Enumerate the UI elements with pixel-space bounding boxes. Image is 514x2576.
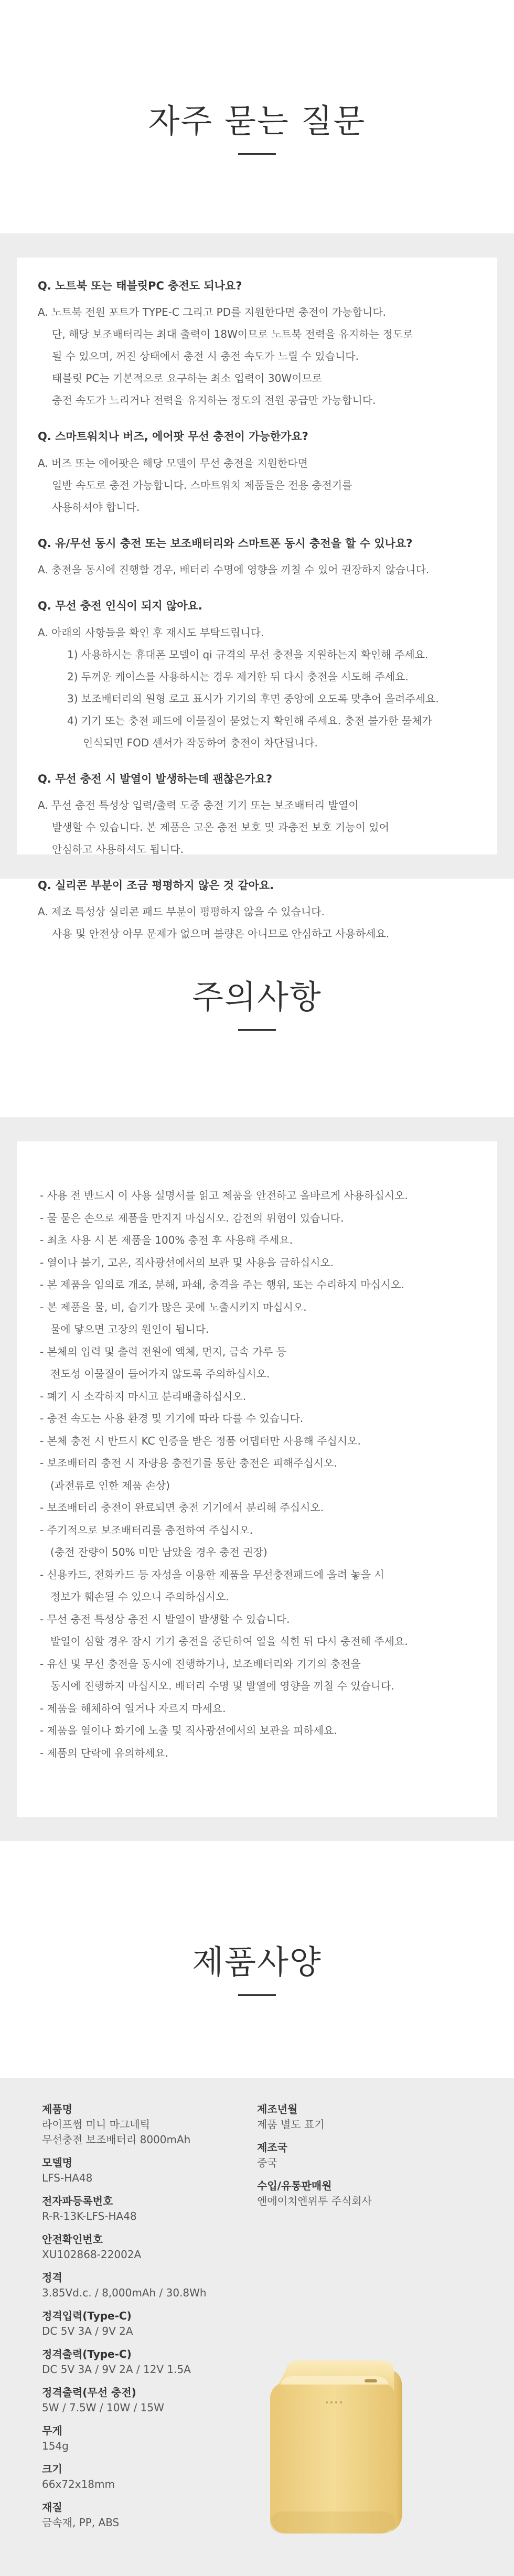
caution-line: (과전류로 인한 제품 손상) [50,1479,170,1492]
spec-label: 제품명 [42,2103,72,2115]
caution-title: 주의사항 [192,978,322,1016]
faq-question: Q. 노트북 또는 태블릿PC 충전도 되나요? [38,280,242,292]
faq-question: Q. 유/무선 동시 충전 또는 보조배터리와 스마트폰 동시 충전을 할 수 있나요? [38,537,413,550]
faq-answer-line: 발생할 수 있습니다. 본 제품은 고온 충전 보호 및 과충전 보호 기능이 있어 [52,820,389,833]
caution-line: - 주기적으로 보조배터리를 충전하여 주십시오. [40,1523,253,1536]
spec-label: 무게 [42,2424,62,2437]
faq-answer-line: 일반 속도로 충전 가능합니다. 스마트워치 제품들은 전용 충전기를 [52,478,352,491]
caution-line: 발열이 심할 경우 잠시 기기 충전을 중단하여 열을 식힌 뒤 다시 충전해 주세요. [50,1635,408,1648]
faq-answer-line: 3) 보조배터리의 원형 로고 표시가 기기의 후면 중앙에 오도록 맞추어 올려주세요. [67,692,439,705]
faq-header [0,0,514,233]
spec-label: 수입/유통판매원 [257,2179,332,2192]
faq-question: Q. 실리콘 부분이 조금 평평하지 않은 것 같아요. [38,879,274,892]
faq-item [38,772,476,860]
spec-item [42,2102,231,2147]
spec-item [42,2385,231,2415]
faq-answer-line: 태블릿 PC는 기본적으로 요구하는 최소 입력이 30W이므로 [52,372,323,385]
spec-item [257,2178,446,2209]
faq-answer-line: 안심하고 사용하셔도 됩니다. [52,842,184,856]
faq-list [38,279,476,945]
caution-line: - 유선 및 무선 충전을 동시에 진행하거나, 보조배터리와 기기의 충전을 [40,1657,361,1670]
faq-question: Q. 스마트워치나 버즈, 에어팟 무선 충전이 가능한가요? [38,430,308,443]
product-image [265,2354,408,2540]
faq-item [38,598,476,753]
spec-value: LFS-HA48 [42,2172,93,2184]
spec-label: 재질 [42,2501,62,2514]
caution-title-underline [238,1029,276,1031]
spec-item [257,2102,446,2132]
faq-answer [38,794,476,860]
faq-question: Q. 무선 충전 인식이 되지 않아요. [38,600,202,613]
caution-line: - 본체의 입력 및 출력 전원에 액체, 먼지, 금속 가루 등 [40,1345,286,1358]
spec-item [42,2347,231,2377]
faq-answer-line: 사용하셔야 합니다. [52,500,140,514]
spec-value: 5W / 7.5W / 10W / 15W [42,2401,164,2414]
spec-label: 모델명 [42,2156,72,2169]
caution-line: - 본 제품을 물, 비, 습기가 많은 곳에 노출시키지 마십시오. [40,1300,307,1313]
caution-line: - 무선 충전 특성상 충전 시 발열이 발생할 수 있습니다. [40,1612,290,1626]
spec-label: 정격출력(무선 충전) [42,2386,136,2399]
faq-answer [38,452,476,518]
spec-label: 전자파등록번호 [42,2195,113,2207]
faq-answer [38,301,476,411]
faq-answer [38,622,476,754]
faq-item [38,536,476,581]
spec-header [0,1841,514,2078]
faq-title-underline [238,153,276,155]
faq-answer-line: A. 노트북 전원 포트가 TYPE-C 그리고 PD를 지원한다면 충전이 가능합니다. [38,306,387,319]
caution-line: - 제품을 열이나 화기에 노출 및 직사광선에서의 보관을 피하세요. [40,1724,337,1737]
spec-item [42,2270,231,2301]
caution-line: 정보가 훼손될 수 있으니 주의하십시오. [50,1590,229,1603]
caution-line: - 보조배터리 충전이 완료되면 충전 기기에서 분리해 주십시오. [40,1501,324,1514]
spec-column-right [257,2102,446,2217]
spec-column-left [42,2102,231,2538]
spec-item [42,2500,231,2530]
spec-value: DC 5V 3A / 9V 2A / 12V 1.5A [42,2363,191,2376]
spec-value: 154g [42,2440,69,2452]
faq-answer-line: 사용 및 안전상 아무 문제가 없으며 불량은 아니므로 안심하고 사용하세요. [52,927,390,940]
caution-line: (충전 잔량이 50% 미만 남았을 경우 충전 권장) [50,1546,267,1558]
caution-line: - 본체 충전 시 반드시 KC 인증을 받은 정품 어댑터만 사용해 주십시오. [40,1434,361,1447]
faq-item [38,429,476,518]
faq-answer-line: 2) 두꺼운 케이스를 사용하시는 경우 제거한 뒤 다시 충전을 시도해 주세요. [67,670,409,683]
caution-line: - 제품을 해체하여 열거나 자르지 마세요. [40,1702,226,1715]
spec-value: XU102868-22002A [42,2248,142,2261]
caution-line: - 본 제품을 임의로 개조, 분해, 파쇄, 충격을 주는 행위, 또는 수리하지 마십시오. [40,1278,404,1291]
caution-line: - 제품의 단락에 유의하세요. [40,1746,169,1759]
spec-value: 3.85Vd.c. / 8,000mAh / 30.8Wh [42,2286,207,2299]
caution-line: - 열이나 불기, 고온, 직사광선에서의 보관 및 사용을 금하십시오. [40,1256,334,1269]
faq-answer-line: A. 아래의 사항들을 확인 후 재시도 부탁드립니다. [38,626,264,639]
caution-line: 동시에 진행하지 마십시오. 배터리 수명 및 발열에 영향을 끼칠 수 있습니다. [50,1680,394,1692]
spec-panel [0,2078,514,2576]
faq-title: 자주 묻는 질문 [148,102,366,140]
spec-item [42,2232,231,2262]
faq-answer [38,559,476,581]
caution-line: - 폐기 시 소각하지 마시고 분리배출하십시오. [40,1389,247,1403]
spec-label: 정격출력(Type-C) [42,2348,132,2360]
faq-answer-line: 4) 기기 또는 충전 패드에 이물질이 묻었는지 확인해 주세요. 충전 불가한 물체가 [67,714,432,727]
caution-line: - 신용카드, 전화카드 등 자성을 이용한 제품을 무선충전패드에 올려 놓을 시 [40,1568,384,1581]
spec-value: 66x72x18mm [42,2478,115,2491]
spec-value: 무선충전 보조배터리 8000mAh [42,2133,191,2146]
faq-answer-line: A. 제조 특성상 실리콘 패드 부분이 평평하지 않을 수 있습니다. [38,905,325,918]
spec-value: 라이프썸 미니 마그네틱 [42,2118,150,2131]
caution-line: 전도성 이물질이 들어가지 않도록 주의하십시오. [50,1367,270,1380]
caution-list [40,1184,474,1764]
spec-item [257,2140,446,2171]
spec-item [42,2423,231,2454]
caution-line: - 사용 전 반드시 이 사용 설명서를 읽고 제품을 안전하고 올바르게 사용하십시오. [40,1189,408,1202]
spec-value: 중국 [257,2156,277,2169]
spec-label: 안전확인번호 [42,2233,103,2246]
caution-line: 물에 닿으면 고장의 원인이 됩니다. [50,1323,209,1335]
caution-line: - 보조배터리 충전 시 자량용 충전기를 통한 충전은 피해주십시오. [40,1457,337,1469]
faq-answer-line: 1) 사용하시는 휴대폰 모델이 qi 규격의 무선 충전을 지원하는지 확인해 주세요. [67,648,429,661]
spec-item [42,2308,231,2339]
spec-item [42,2155,231,2186]
faq-answer-line: A. 버즈 또는 에어팟은 해당 모델이 무선 충전을 지원한다면 [38,456,308,469]
spec-value: DC 5V 3A / 9V 2A [42,2325,133,2337]
spec-label: 정격입력(Type-C) [42,2310,132,2322]
spec-title: 제품사양 [192,1943,322,1981]
faq-answer-line: 충전 속도가 느리거나 전력을 유지하는 정도의 전원 공급만 가능합니다. [52,394,376,407]
spec-label: 크기 [42,2463,62,2475]
spec-item [42,2194,231,2224]
spec-title-underline [238,1994,276,1996]
faq-item [38,279,476,411]
spec-value: R-R-13K-LFS-HA48 [42,2210,137,2222]
faq-answer-line: A. 무선 충전 특성상 입력/출력 도중 충전 기기 또는 보조배터리 발열이 [38,798,359,811]
spec-label: 제조년월 [257,2103,298,2115]
spec-label: 제조국 [257,2141,287,2154]
caution-panel [0,1117,514,1841]
faq-answer-line: 단, 해당 보조배터리는 최대 출력이 18W이므로 노트북 전력을 유지하는 정도로 [52,328,413,341]
caution-card [17,1141,497,1817]
caution-line: - 충전 속도는 사용 환경 및 기기에 따라 다를 수 있습니다. [40,1412,304,1425]
spec-value: 제품 별도 표기 [257,2118,325,2131]
faq-answer-line: 될 수 있으며, 꺼진 상태에서 충전 시 충전 속도가 느릴 수 있습니다. [52,350,359,363]
spec-label: 정격 [42,2271,62,2284]
caution-line: - 물 묻은 손으로 제품을 만지지 마십시오. 감전의 위험이 있습니다. [40,1211,344,1224]
spec-item [42,2462,231,2492]
faq-panel [0,233,514,940]
faq-question: Q. 무선 충전 시 발열이 발생하는데 괜찮은가요? [38,772,273,785]
faq-card [17,258,497,940]
caution-line: - 최초 사용 시 본 제품을 100% 충전 후 사용해 주세요. [40,1234,293,1246]
faq-answer-line: 인식되면 FOD 센서가 작동하여 충전이 차단됩니다. [83,736,318,749]
spec-value: 엔에이치엔위투 주식회사 [257,2195,372,2207]
spec-value: 금속재, PP, ABS [42,2516,120,2529]
faq-answer-line: A. 충전을 동시에 진행할 경우, 배터리 수명에 영향을 끼칠 수 있어 권장하지 않습니다. [38,563,430,576]
